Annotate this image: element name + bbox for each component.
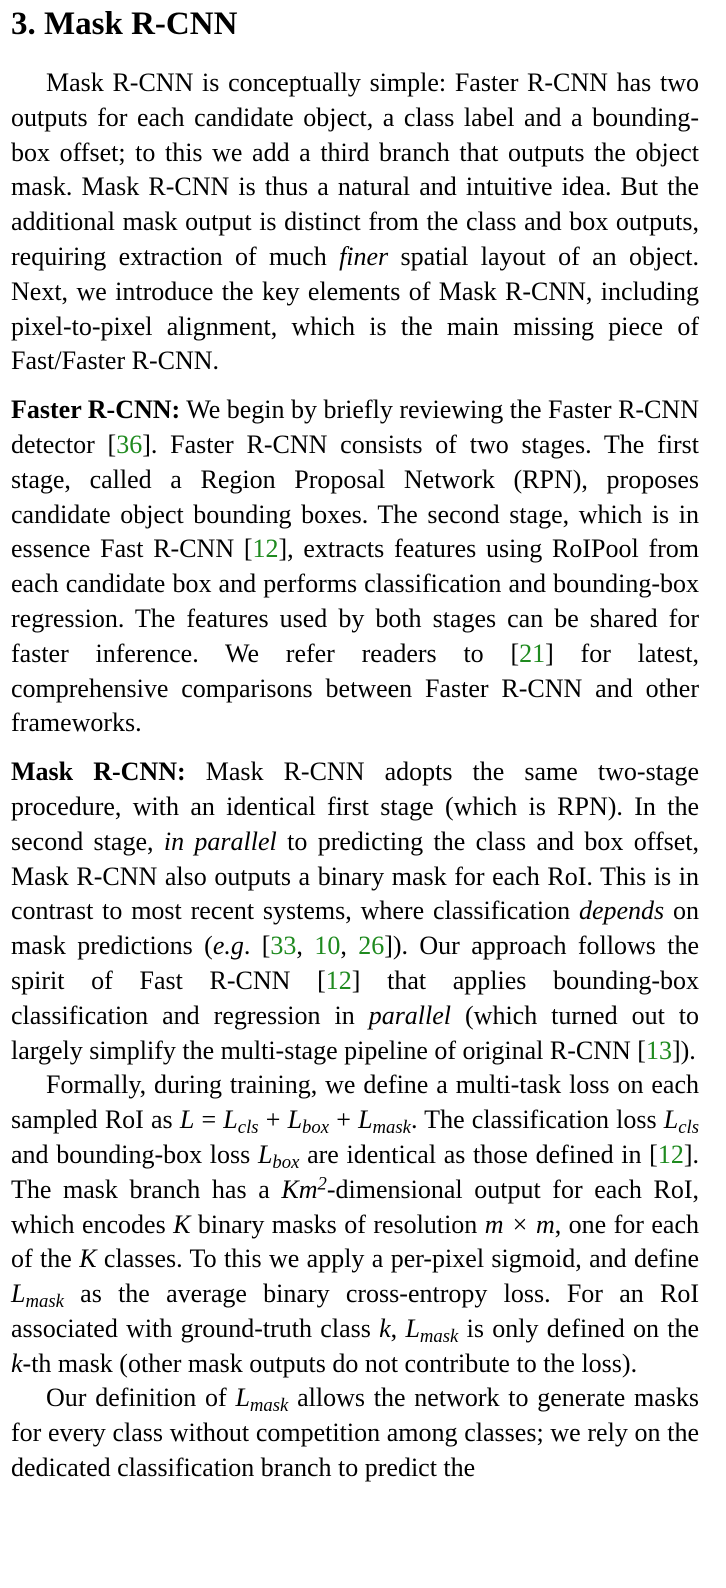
text-run: Mask R-CNN is conceptually simple: Faster R-CNN has two outputs for each candidate object, a class label and a bounding-box offset; to this we add a third branch that outputs the object mask. Mask R-CNN is thus a natural and intuitive idea. But the additional mask output is distinct from the class and box outputs, requiring extraction of much (11, 68, 699, 271)
citation-link-12[interactable]: 12 (252, 534, 279, 564)
math-symbol: L (287, 1105, 303, 1135)
math-class-k: k (11, 1348, 23, 1378)
text-run: , (390, 1313, 406, 1343)
text-run: -th mask (other mask outputs do not contribute to the loss). (22, 1348, 638, 1378)
text-run: -dimensional output for each RoI, which encodes (11, 1174, 699, 1239)
math-lcls (663, 1105, 699, 1139)
paper-page (11, 4, 699, 1486)
text-run: binary masks of resolution (190, 1209, 485, 1239)
emphasis-eg: e.g (212, 931, 244, 961)
math-subscript: mask (419, 1326, 459, 1348)
emphasis-parallel: parallel (368, 1000, 452, 1030)
citation-link-26[interactable]: 26 (358, 931, 385, 961)
math-lbox (257, 1139, 300, 1174)
text-run: , (296, 931, 315, 961)
text-run: classes. To this we apply a per-pixel sigmoid, and define (96, 1244, 699, 1274)
math-symbol: L (11, 1279, 26, 1309)
text-run: , (340, 931, 359, 961)
math-subscript: box (272, 1152, 300, 1174)
text-run: are identical as those defined in [ (299, 1139, 658, 1169)
run-in-heading-faster-rcnn: Faster R-CNN: (11, 395, 181, 425)
text-run: . [ (243, 931, 271, 961)
math-subscript: cls (237, 1117, 259, 1139)
math-operator: + (329, 1105, 359, 1135)
run-in-heading-mask-rcnn: Mask R-CNN: (11, 757, 186, 787)
citation-link-10[interactable]: 10 (314, 931, 341, 961)
math-k: K (173, 1209, 191, 1239)
math-subscript: mask (249, 1395, 289, 1417)
paragraph-lmask-definition (11, 1381, 699, 1485)
math-symbol: Km (281, 1174, 318, 1204)
math-symbol: L (358, 1105, 373, 1135)
math-m-by-m: m × m (484, 1209, 555, 1239)
text-run: Formally, during training, we define a multi-task loss on each sampled RoI as (11, 1070, 699, 1135)
text-run: . The classification loss (410, 1105, 664, 1135)
citation-link-36[interactable]: 36 (116, 429, 143, 459)
text-run: as the average binary cross-entropy loss. For an RoI associated with ground-truth class (11, 1279, 699, 1343)
text-run: (which turned out to largely simplify the multi-stage pipeline of original R-CNN [ (11, 1000, 699, 1065)
math-symbol: L (663, 1105, 679, 1135)
math-subscript: mask (372, 1117, 411, 1139)
math-lmask (405, 1313, 459, 1348)
math-symbol: L (179, 1105, 195, 1135)
text-run: ], extracts features using RoIPool from each candidate box and performs classification and bounding-box regression. The features used by both stages can be shared for faster inference. We refer readers to [ (11, 534, 699, 668)
text-run: to predicting the class and box offset, Mask R-CNN also outputs a binary mask for each RoI. This is in contrast to most recent systems, where classification (11, 826, 699, 926)
emphasis-in-parallel: in parallel (163, 826, 277, 856)
math-loss-equation (179, 1105, 411, 1139)
math-symbol: L (257, 1139, 273, 1169)
text-run: and bounding-box loss (11, 1139, 258, 1169)
math-subscript: cls (678, 1117, 699, 1139)
math-subscript: mask (25, 1291, 64, 1313)
citation-link-13[interactable]: 13 (645, 1035, 672, 1065)
text-run: ]). Our approach follows the spirit of Fast R-CNN [ (11, 931, 700, 995)
paragraph-intro (11, 66, 699, 379)
paragraph-faster-rcnn (11, 393, 699, 741)
math-lmask (11, 1279, 64, 1313)
math-symbol: L (223, 1105, 238, 1135)
math-symbol: L (235, 1383, 250, 1413)
math-class-k: k (379, 1313, 391, 1343)
text-run: on mask predictions ( (11, 896, 700, 961)
text-run: allows the network to generate masks for every class without competition among classes; we rely on the dedicated classification branch to predict the (11, 1383, 700, 1483)
emphasis-depends: depends (578, 896, 665, 926)
math-superscript: 2 (317, 1173, 327, 1195)
section-heading: 3. Mask R-CNN (11, 6, 238, 42)
text-run: ]. Faster R-CNN consists of two stages. The first stage, called a Region Proposal Network (RPN), proposes candidate object bounding boxes. The second stage, which is in essence Fast R-CNN [ (11, 429, 700, 564)
text-run: ]. The mask branch has a (11, 1139, 699, 1204)
text-run: ]). (671, 1035, 696, 1065)
citation-link-21[interactable]: 21 (519, 638, 546, 668)
text-run: spatial layout of an object. Next, we introduce the key elements of Mask R-CNN, including pixel-to-pixel alignment, which is the main missing piece of Fast/Faster R-CNN. (11, 241, 699, 376)
paragraph-mask-rcnn (11, 755, 699, 1068)
citation-link-12[interactable]: 12 (325, 965, 352, 995)
citation-link-12[interactable]: 12 (657, 1139, 684, 1169)
math-lmask (235, 1383, 289, 1417)
text-run: Our definition of (46, 1383, 236, 1413)
citation-link-33[interactable]: 33 (270, 931, 297, 961)
text-run: is only defined on the (458, 1313, 700, 1343)
text-run: ] for latest, comprehensive comparisons between Faster R-CNN and other frameworks. (11, 638, 699, 738)
text-run: We begin by briefly reviewing the Faster R-CNN detector [ (11, 395, 699, 459)
math-operator: = (194, 1105, 224, 1135)
math-k: K (79, 1244, 97, 1274)
text-run: ] that applies bounding-box classification and regression in (11, 965, 699, 1030)
paragraph-loss-definition (11, 1068, 699, 1381)
emphasis-finer: finer (339, 241, 389, 271)
math-symbol: L (405, 1313, 420, 1343)
text-run: , one for each of the (11, 1209, 699, 1274)
math-subscript: box (302, 1117, 330, 1139)
math-operator: + (258, 1105, 288, 1135)
math-km-squared (281, 1175, 326, 1204)
text-run: Mask R-CNN adopts the same two-stage procedure, with an identical first stage (which is RPN). In the second stage, (11, 757, 699, 856)
